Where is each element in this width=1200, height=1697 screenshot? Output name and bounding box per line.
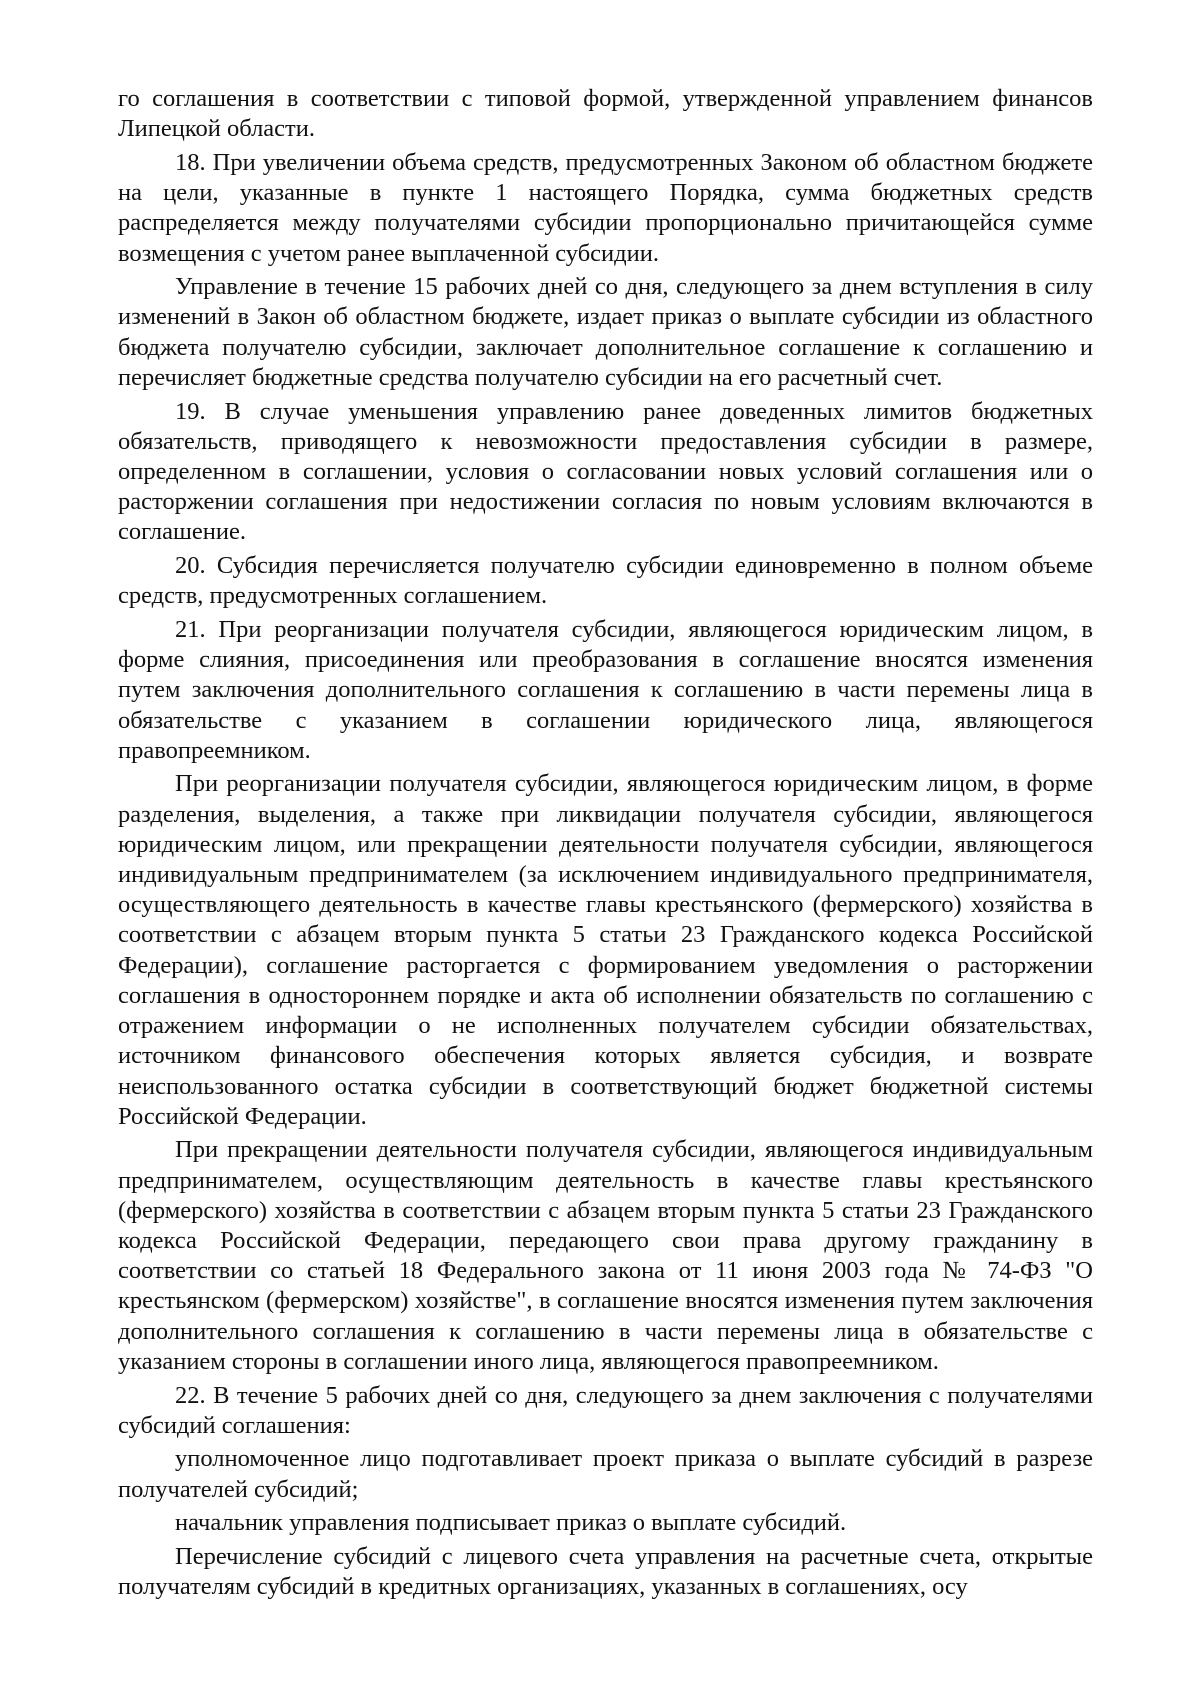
paragraph-item-18: 18. При увеличении объема средств, предусмотренных Законом об областном бюджете на цели, указанные в пункте 1 настоящего Порядка, сумма бюджетных средств распределяется между получателями субсидии пропорционально причитающейся сумме возмещения с учетом ранее выплаченной субсидии. [118, 148, 1093, 267]
paragraph-item-21: 21. При реорганизации получателя субсидии, являющегося юридическим лицом, в форме слияния, присоединения или преобразования в соглашение вносятся изменения путем заключения дополнительного соглашения к соглашению в части перемены лица в обязательстве с указанием в соглашении юридического лица, являющегося правопреемником. [118, 615, 1093, 764]
paragraph-item-22: 22. В течение 5 рабочих дней со дня, следующего за днем заключения с получателями субсидий соглашения: [118, 1381, 1093, 1439]
paragraph-item-22-head-signs: начальник управления подписывает приказ о выплате субсидий. [175, 1509, 847, 1537]
paragraph-continuation: го соглашения в соответствии с типовой формой, утвержденной управлением финансов Липецкой области. [118, 85, 1093, 143]
paragraph-item-21-termination: При прекращении деятельности получателя субсидии, являющегося индивидуальным предпринимателем, осуществляющим деятельность в качестве главы крестьянского (фермерского) хозяйства в соответствии с абзацем вторым пункта 5 статьи 23 Гражданского кодекса Российской Федерации, передающего свои права другому гражданину в соответствии со статьей 18 Федерального закона от 11 июня 2003 года № 74-ФЗ "О крестьянском (фермерском) хозяйстве", в соглашение вносятся изменения путем заключения дополнительного соглашения к соглашению в части перемены лица в обязательстве с указанием стороны в соглашении иного лица, являющегося правопреемником. [118, 1136, 1093, 1375]
paragraph-item-22-transfer: Перечисление субсидий с лицевого счета управления на расчетные счета, открытые получателям субсидий в кредитных организациях, указанных в соглашениях, осу [118, 1543, 1093, 1601]
paragraph-item-22-authorized-person: уполномоченное лицо подготавливает проект приказа о выплате субсидий в разрезе получателей субсидий; [118, 1445, 1093, 1503]
paragraph-item-19: 19. В случае уменьшения управлению ранее доведенных лимитов бюджетных обязательств, приводящего к невозможности предоставления субсидии в размере, определенном в соглашении, условия о согласовании новых условий соглашения или о расторжении соглашения при недостижении согласия по новым условиям включаются в соглашение. [118, 397, 1093, 546]
paragraph-item-21-reorganization: При реорганизации получателя субсидии, являющегося юридическим лицом, в форме разделения, выделения, а также при ликвидации получателя субсидии, являющегося юридическим лицом, или прекращении деятельности получателя субсидии, являющегося индивидуальным предпринимателем (за исключением индивидуального предпринимателя, осуществляющего деятельность в качестве главы крестьянского (фермерского) хозяйства в соответствии с абзацем вторым пункта 5 статьи 23 Гражданского кодекса Российской Федерации), соглашение расторгается с формированием уведомления о расторжении соглашения в одностороннем порядке и акта об исполнении обязательств по соглашению с отражением информации о не исполненных получателем субсидии обязательствах, источником финансового обеспечения которых является субсидия, и возврате неиспользованного остатка субсидии в соответствующий бюджет бюджетной системы Российской Федерации. [118, 770, 1093, 1130]
paragraph-item-20: 20. Субсидия перечисляется получателю субсидии единовременно в полном объеме средств, предусмотренных соглашением. [118, 552, 1093, 610]
document-page [118, 84, 1093, 1606]
paragraph-item-18-management: Управление в течение 15 рабочих дней со дня, следующего за днем вступления в силу изменений в Закон об областном бюджете, издает приказ о выплате субсидии из областного бюджета получателю субсидии, заключает дополнительное соглашение к соглашению и перечисляет бюджетные средства получателю субсидии на его расчетный счет. [118, 273, 1093, 391]
